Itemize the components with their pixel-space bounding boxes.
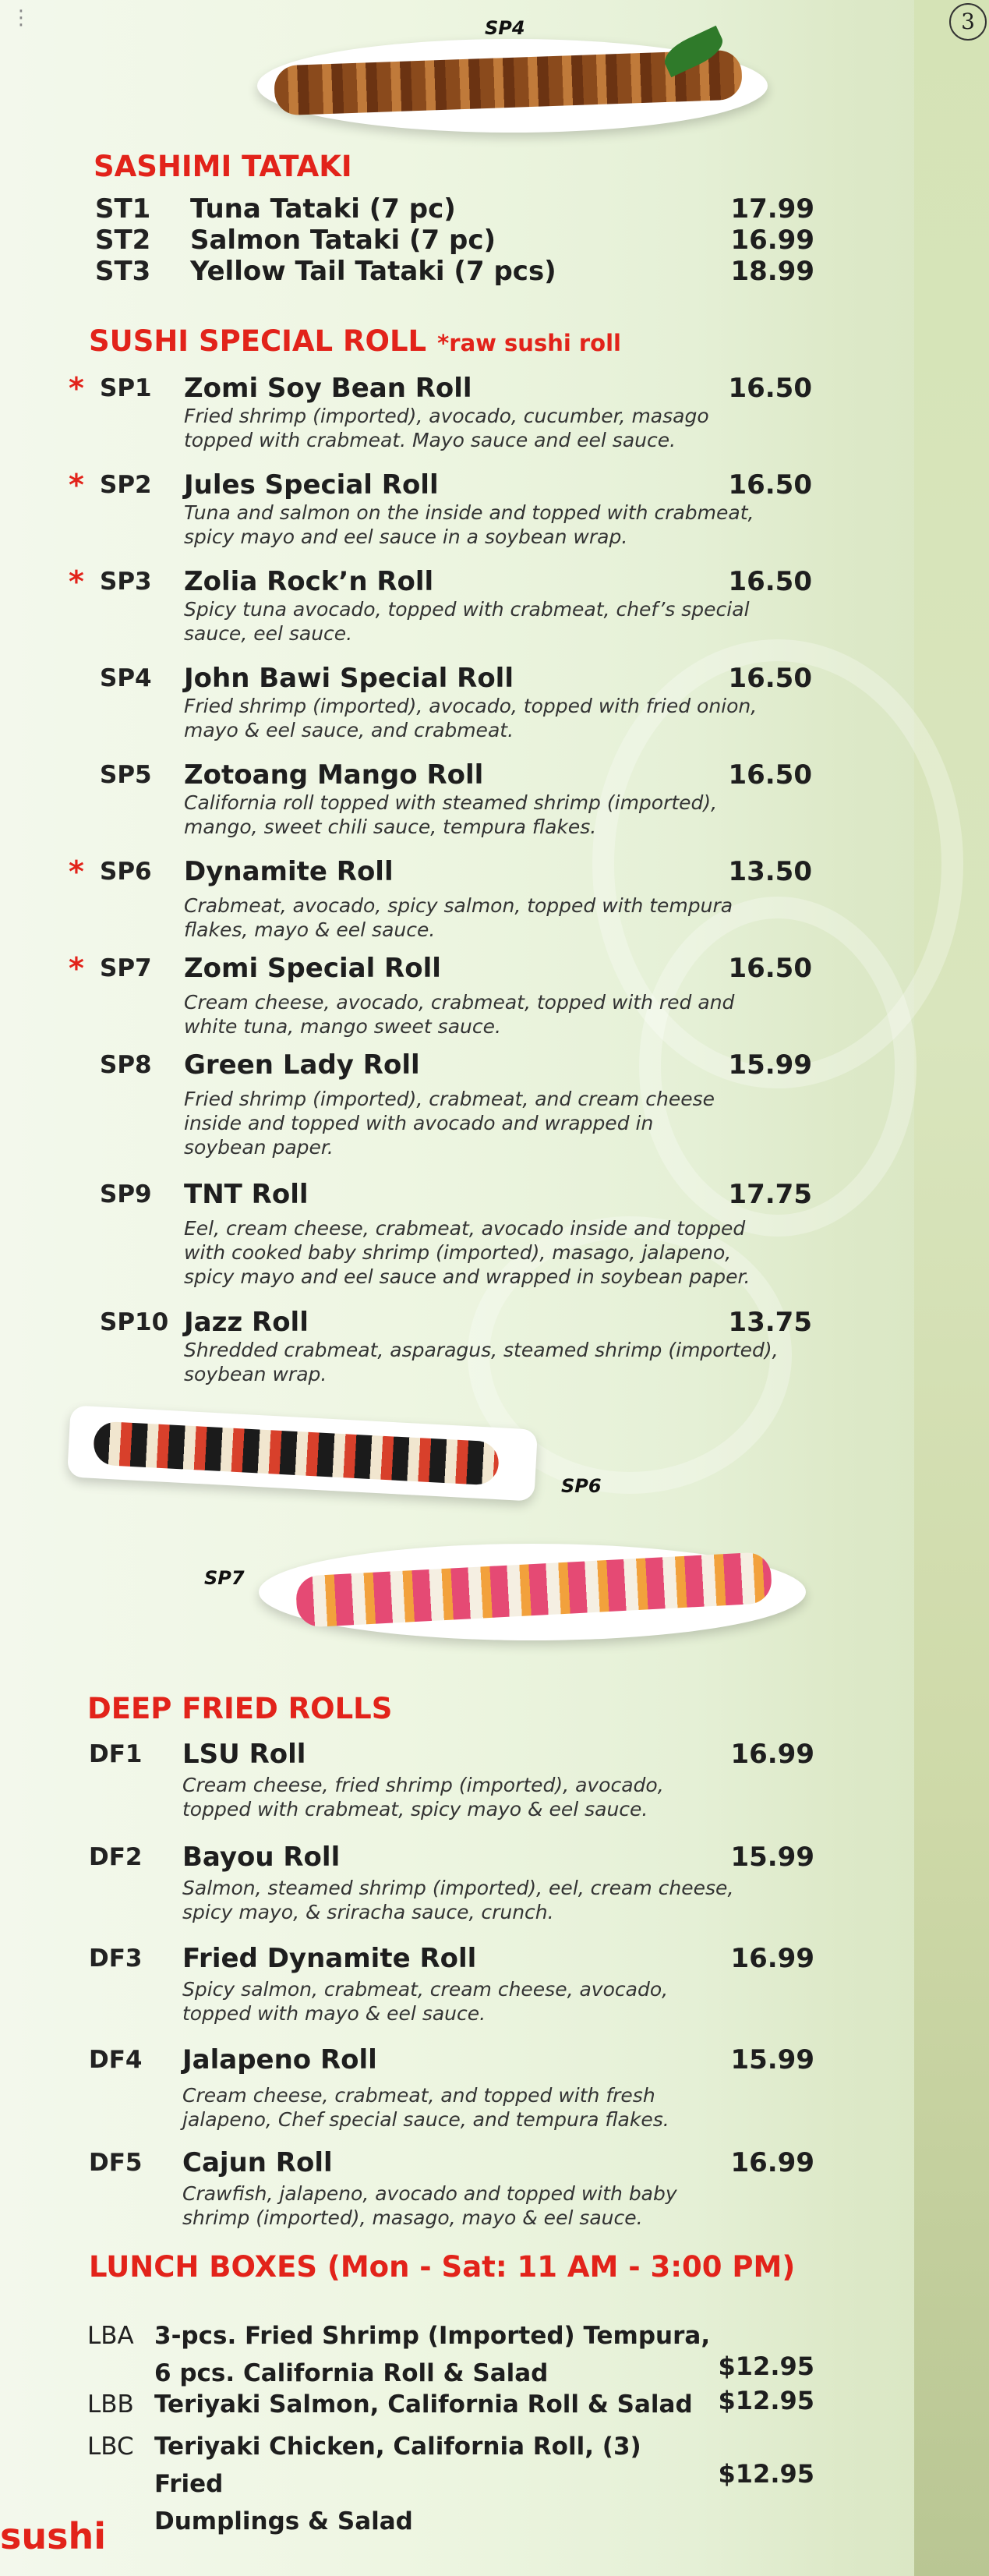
menu-item-name: Cajun Roll bbox=[182, 2147, 333, 2178]
menu-item-price: 16.99 bbox=[730, 225, 814, 256]
menu-item-name: Jules Special Roll bbox=[184, 469, 439, 501]
corner-mark: ⋮ bbox=[11, 6, 31, 30]
menu-item-code: SP4 bbox=[100, 664, 152, 692]
menu-item-name: TNT Roll bbox=[184, 1179, 309, 1210]
menu-item-code: SP8 bbox=[100, 1051, 152, 1079]
menu-item-description: Eel, cream cheese, crabmeat, avocado inside and topped with cooked baby shrimp (imported), masago, jalapeno, spicy mayo and eel sauce and wrapped in soybean paper. bbox=[184, 1217, 751, 1288]
menu-item-price: 17.99 bbox=[730, 193, 814, 225]
page-number: 3 bbox=[949, 3, 987, 41]
menu-item-description: Salmon, steamed shrimp (imported), eel, cream cheese, spicy mayo, & sriracha sauce, crunch. bbox=[182, 1877, 734, 1923]
menu-item-code: LBA bbox=[87, 2322, 134, 2350]
menu-item-name: Jazz Roll bbox=[184, 1307, 309, 1338]
raw-star-marker: * bbox=[69, 371, 84, 405]
menu-item-code: ST1 bbox=[95, 193, 151, 225]
menu-item-price: $12.95 bbox=[718, 2459, 814, 2489]
menu-item-description: Cream cheese, fried shrimp (imported), avocado, topped with crabmeat, spicy mayo & eel sauce. bbox=[182, 1774, 664, 1821]
menu-item-price: 13.50 bbox=[728, 856, 812, 887]
menu-item-price: 16.50 bbox=[728, 373, 812, 404]
menu-item-description: Spicy tuna avocado, topped with crabmeat, chef’s special sauce, eel sauce. bbox=[184, 598, 750, 645]
menu-item-description: Fried shrimp (imported), crabmeat, and cream cheese inside and topped with avocado and wrapped in soybean paper. bbox=[184, 1088, 715, 1159]
menu-item-name: LSU Roll bbox=[182, 1739, 306, 1770]
special-title-text: SUSHI SPECIAL ROLL bbox=[89, 324, 427, 358]
menu-item-description: Crabmeat, avocado, spicy salmon, topped with tempura flakes, mayo & eel sauce. bbox=[184, 894, 733, 941]
lunch-section-title: LUNCH BOXES (Mon - Sat: 11 AM - 3:00 PM) bbox=[89, 2250, 796, 2284]
raw-star-marker: * bbox=[69, 855, 84, 889]
menu-item-name: Dynamite Roll bbox=[184, 856, 394, 887]
menu-item-description: Cream cheese, avocado, crabmeat, topped with red and white tuna, mango sweet sauce. bbox=[184, 991, 735, 1038]
menu-item-code: SP5 bbox=[100, 761, 152, 789]
raw-star-marker: * bbox=[69, 951, 84, 985]
raw-star-marker: * bbox=[69, 468, 84, 502]
photo-label-sp4: SP4 bbox=[485, 17, 525, 39]
menu-item-description: Cream cheese, crabmeat, and topped with fresh jalapeno, Chef special sauce, and tempura flakes. bbox=[182, 2084, 669, 2131]
menu-item-code: DF1 bbox=[89, 1740, 143, 1768]
menu-item-code: LBC bbox=[87, 2433, 134, 2461]
menu-item-code: DF2 bbox=[89, 1843, 143, 1871]
raw-roll-note: *raw sushi roll bbox=[437, 330, 621, 356]
menu-item-price: 16.50 bbox=[728, 663, 812, 694]
menu-item-name: John Bawi Special Roll bbox=[184, 663, 514, 694]
menu-item-name: Tuna Tataki (7 pc) bbox=[190, 193, 456, 225]
menu-item-name: Teriyaki Salmon, California Roll & Salad bbox=[154, 2390, 693, 2419]
menu-item-description: Tuna and salmon on the inside and topped with crabmeat, spicy mayo and eel sauce in a soybean wrap. bbox=[184, 501, 754, 548]
menu-item-code: SP10 bbox=[100, 1308, 169, 1336]
menu-item-description: Fried shrimp (imported), avocado, topped with fried onion, mayo & eel sauce, and crabmeat. bbox=[184, 695, 758, 741]
menu-item-name: 3-pcs. Fried Shrimp (Imported) Tempura, 6 pcs. California Roll & Salad bbox=[154, 2322, 711, 2387]
menu-item-price: 15.99 bbox=[730, 2044, 814, 2075]
photo-label-sp6: SP6 bbox=[561, 1475, 602, 1497]
menu-item-code: SP2 bbox=[100, 471, 152, 499]
menu-item-code: DF5 bbox=[89, 2149, 143, 2177]
special-section-title bbox=[89, 324, 621, 358]
menu-item-description: Spicy salmon, crabmeat, cream cheese, avocado, topped with mayo & eel sauce. bbox=[182, 1978, 669, 2025]
menu-item-description: Shredded crabmeat, asparagus, steamed shrimp (imported), soybean wrap. bbox=[184, 1339, 779, 1385]
menu-item-name: Jalapeno Roll bbox=[182, 2044, 377, 2075]
photo-label-sp7: SP7 bbox=[204, 1567, 245, 1589]
menu-item-name: Green Lady Roll bbox=[184, 1049, 420, 1081]
menu-item-price: 17.75 bbox=[728, 1179, 812, 1210]
menu-item-price: 13.75 bbox=[728, 1307, 812, 1338]
menu-item-price: 16.50 bbox=[728, 469, 812, 501]
menu-item-name: Zomi Soy Bean Roll bbox=[184, 373, 472, 404]
menu-item-name: Zolia Rock’n Roll bbox=[184, 566, 434, 597]
menu-item-price: 16.99 bbox=[730, 2147, 814, 2178]
menu-item-code: ST2 bbox=[95, 225, 151, 256]
menu-item-price: 18.99 bbox=[730, 256, 814, 287]
menu-item-code: SP7 bbox=[100, 954, 152, 982]
menu-item-price: $12.95 bbox=[718, 2386, 814, 2415]
menu-item-name: Salmon Tataki (7 pc) bbox=[190, 225, 496, 256]
right-edge-strip bbox=[914, 0, 989, 2576]
menu-item-description: Fried shrimp (imported), avocado, cucumber, masago topped with crabmeat. Mayo sauce and eel sauce. bbox=[184, 405, 709, 451]
menu-item-description: Crawfish, jalapeno, avocado and topped with baby shrimp (imported), masago, mayo & eel sauce. bbox=[182, 2182, 677, 2229]
sashimi-section-title: SASHIMI TATAKI bbox=[94, 150, 352, 183]
menu-item-code: SP3 bbox=[100, 568, 152, 596]
menu-item-code: LBB bbox=[87, 2390, 134, 2419]
menu-item-code: SP1 bbox=[100, 374, 152, 402]
menu-item-name: Teriyaki Chicken, California Roll, (3) Fried Dumplings & Salad bbox=[154, 2433, 641, 2535]
raw-star-marker: * bbox=[69, 564, 84, 599]
menu-item-price: 16.50 bbox=[728, 566, 812, 597]
menu-item-price: 16.50 bbox=[728, 759, 812, 791]
menu-item-name: Zotoang Mango Roll bbox=[184, 759, 484, 791]
menu-item-code: SP6 bbox=[100, 858, 152, 886]
footer-sushi-word: sushi bbox=[0, 2515, 107, 2557]
menu-item-description: California roll topped with steamed shrimp (imported), mango, sweet chili sauce, tempura flakes. bbox=[184, 791, 718, 838]
menu-item-code: DF3 bbox=[89, 1944, 143, 1973]
menu-item-price: $12.95 bbox=[718, 2351, 814, 2381]
menu-item-price: 15.99 bbox=[728, 1049, 812, 1081]
menu-item-price: 16.99 bbox=[730, 1943, 814, 1974]
menu-item-code: SP9 bbox=[100, 1180, 152, 1208]
menu-item-price: 16.50 bbox=[728, 953, 812, 984]
menu-item-code: ST3 bbox=[95, 256, 151, 287]
menu-item-name: Fried Dynamite Roll bbox=[182, 1943, 477, 1974]
menu-item-name: Bayou Roll bbox=[182, 1842, 341, 1873]
deep-fried-section-title: DEEP FRIED ROLLS bbox=[87, 1692, 393, 1725]
menu-item-code: DF4 bbox=[89, 2046, 143, 2074]
menu-item-price: 16.99 bbox=[730, 1739, 814, 1770]
menu-item-name: Zomi Special Roll bbox=[184, 953, 441, 984]
menu-item-price: 15.99 bbox=[730, 1842, 814, 1873]
menu-item-name: Yellow Tail Tataki (7 pcs) bbox=[190, 256, 556, 287]
